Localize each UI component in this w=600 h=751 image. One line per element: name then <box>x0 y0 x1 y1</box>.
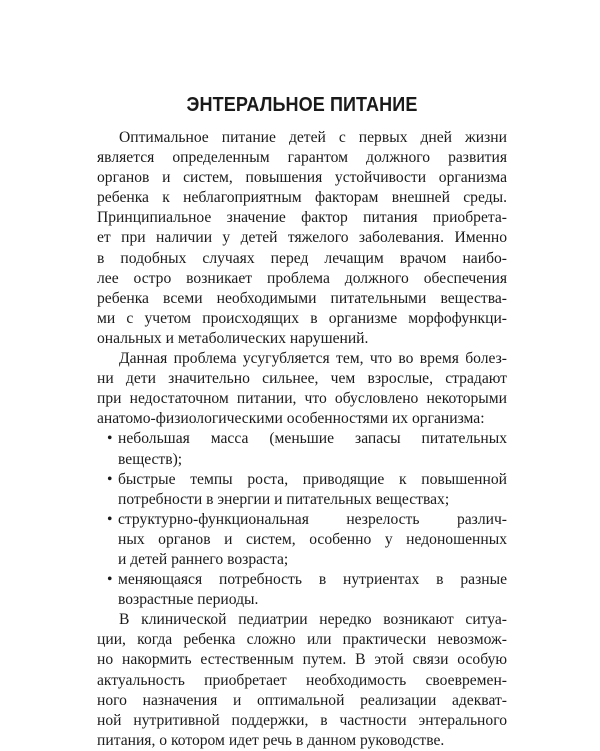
text-line: Принципиальное значение фактор питания приобрета- <box>97 209 507 227</box>
text-line: ребенка всеми необходимыми питательными вещества- <box>97 289 507 307</box>
text-line: при недостаточном питании, что обусловлено некоторыми <box>97 390 507 408</box>
paragraph-1 <box>97 128 507 349</box>
bullet-icon: • <box>107 430 113 448</box>
text-line: является определенным гарантом должного развития <box>97 149 507 167</box>
text-line: в подобных случаях перед лечащим врачом наибо- <box>97 249 507 267</box>
text-line: ной нутритивной поддержки, в частности энтерального <box>97 711 507 729</box>
text-line: ребенка к неблагоприятным факторам внешней среды. <box>97 189 507 207</box>
paragraph-2 <box>97 349 507 429</box>
list-item-text: потребности в энергии и питательных веществах; <box>118 490 450 508</box>
text-line: органов и систем, повышения устойчивости организма <box>97 169 507 187</box>
text-line: Данная проблема усугубляется тем, что во время болез- <box>119 350 507 368</box>
list-item-text: возрастные периоды. <box>118 591 259 609</box>
list-item <box>97 470 507 510</box>
body-text <box>97 128 507 751</box>
bullet-list <box>97 429 507 610</box>
text-line: ет при наличии у детей тяжелого заболевания. Именно <box>97 229 507 247</box>
list-item <box>97 570 507 610</box>
bullet-icon: • <box>107 510 113 528</box>
text-line: ного назначения и оптимальной реализации адекват- <box>97 691 507 709</box>
text-line: В клинической педиатрии нередко возникают ситуа- <box>119 611 507 629</box>
list-item-text: веществ); <box>118 450 183 468</box>
text-line: анатомо-физиологическими особенностями их организма: <box>97 410 485 428</box>
bullet-icon: • <box>107 470 113 488</box>
text-line: питания, о котором идет речь в данном руководстве. <box>97 731 445 749</box>
bullet-icon: • <box>107 571 113 589</box>
text-line: ни дети значительно сильнее, чем взрослые, страдают <box>97 370 507 388</box>
text-line: актуальность приобретает необходимость своевремен- <box>97 671 507 689</box>
list-item-text: быстрые темпы роста, приводящие к повышенной <box>118 470 507 488</box>
list-item-text: небольшая масса (меньшие запасы питательных <box>118 430 507 448</box>
text-line: ми с учетом происходящих в организме морфофункци- <box>97 309 507 327</box>
list-item-text: и детей раннего возраста; <box>118 550 289 568</box>
list-item-text: ных органов и систем, особенно у недоношенных <box>118 530 507 548</box>
page-title: ЭНТЕРАЛЬНОЕ ПИТАНИЕ <box>186 93 418 116</box>
list-item-text: структурно-функциональная незрелость различ- <box>118 510 507 528</box>
text-line: ональных и метаболических нарушений. <box>97 329 369 347</box>
text-line: Оптимальное питание детей с первых дней жизни <box>119 129 507 146</box>
text-line: ции, когда ребенка сложно или практически невозмож- <box>97 631 507 649</box>
text-line: лее остро возникает проблема должного обеспечения <box>97 269 507 287</box>
list-item-text: меняющаяся потребность в нутриентах в разные <box>118 571 507 589</box>
text-line: но накормить естественным путем. В этой связи особую <box>97 651 507 669</box>
list-item <box>97 510 507 570</box>
list-item <box>97 429 507 469</box>
paragraph-3 <box>97 610 507 751</box>
